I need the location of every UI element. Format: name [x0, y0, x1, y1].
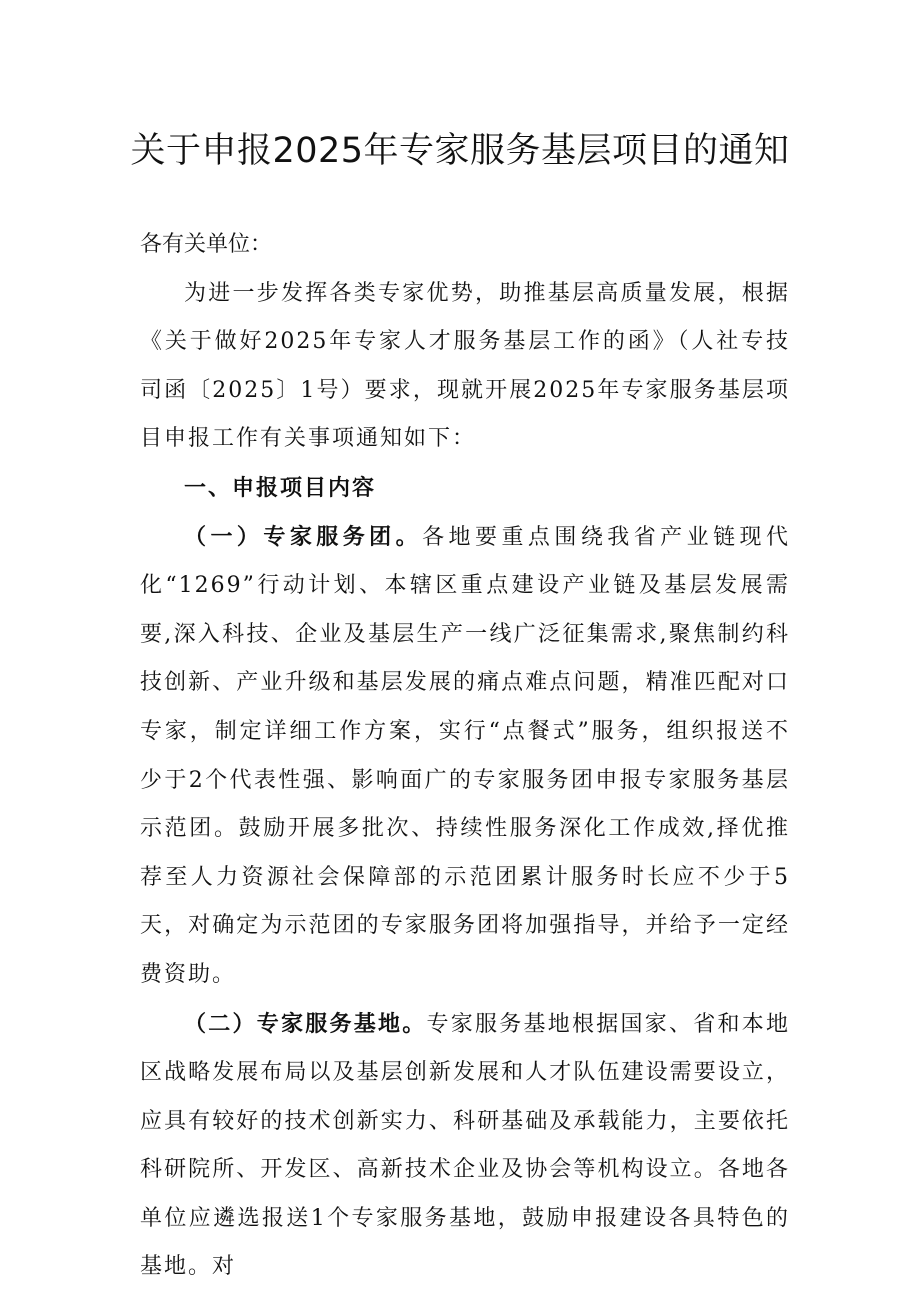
item-paragraph-expert-base [140, 1000, 790, 1293]
item-text-expert-team: 各地要重点围绕我省产业链现代化“1269”行动计划、本辖区重点建设产业链及基层发展需要,深入科技、企业及基层生产一线广泛征集需求,聚焦制约科技创新、产业升级和基层发展的痛点难点问题，精准匹配对口专家，制定详细工作方案，实行“点餐式”服务，组织报送不少于2个代表性强、影响面广的专家服务团申报专家服务基层示范团。鼓励开展多批次、持续性服务深化工作成效,择优推荐至人力资源社会保障部的示范团累计服务时长应不少于5天，对确定为示范团的专家服务团将加强指导，并给予一定经费资助。 [140, 524, 790, 987]
item-paragraph-expert-team [140, 513, 790, 1000]
item-heading-expert-team: （一）专家服务团。 [184, 523, 423, 550]
intro-paragraph: 为进一步发挥各类专家优势，助推基层高质量发展，根据《关于做好2025年专家人才服务基层工作的函》（人社专技司函〔2025〕1号）要求，现就开展2025年专家服务基层项目申报工作有关事项通知如下： [140, 280, 790, 452]
item-heading-expert-base: （二）专家服务基地。 [184, 1010, 427, 1037]
item-text-expert-base: 专家服务基地根据国家、省和本地区战略发展布局以及基层创新发展和人才队伍建设需要设立，应具有较好的技术创新实力、科研基础及承载能力，主要依托科研院所、开发区、高新技术企业及协会等机构设立。各地各单位应遴选报送1个专家服务基地，鼓励申报建设各具特色的基地。对 [140, 1011, 790, 1280]
salutation: 各有关单位： [140, 232, 273, 257]
document-title: 关于申报2025年专家服务基层项目的通知 [130, 131, 790, 171]
section-heading: 一、申报项目内容 [184, 474, 377, 501]
document-body [140, 221, 790, 1292]
